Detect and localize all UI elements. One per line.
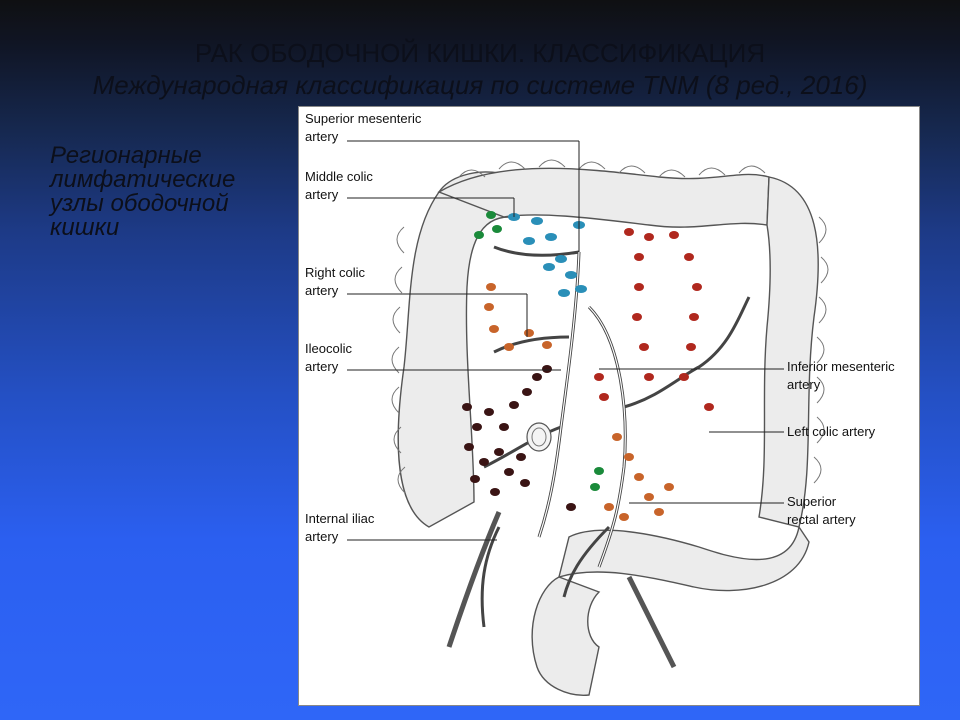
side-caption [50, 144, 290, 240]
label-internal-iliac-2: artery [305, 529, 339, 544]
label-internal-iliac: Internal iliac [305, 511, 375, 526]
side-caption-line: лимфатические [50, 166, 236, 193]
label-right-colic: Right colic [305, 265, 365, 280]
label-middle-colic-2: artery [305, 187, 339, 202]
label-ileocolic-2: artery [305, 359, 339, 374]
slide-title: РАК ОБОДОЧНОЙ КИШКИ. КЛАССИФИКАЦИЯ [194, 38, 766, 68]
label-superior-mesenteric-2: artery [305, 129, 339, 144]
label-ileocolic: Ileocolic [305, 341, 352, 356]
side-caption-line: Регионарные [50, 142, 202, 169]
label-inferior-mesenteric: Inferior mesenteric [787, 359, 895, 374]
label-right-colic-2: artery [305, 283, 339, 298]
lymph-nodes-red [594, 228, 714, 411]
side-caption-line: кишки [50, 214, 120, 241]
anatomy-figure [298, 106, 920, 706]
label-left-colic: Left colic artery [787, 424, 876, 439]
label-superior-mesenteric: Superior mesenteric [305, 111, 422, 126]
ileum-cross-section [527, 423, 551, 451]
label-superior-rectal-2: rectal artery [787, 512, 856, 527]
artery-walls [539, 252, 625, 567]
slide-subtitle: Международная классификация по системе TNM (8 ред., 2016) [92, 70, 868, 100]
label-middle-colic: Middle colic [305, 169, 373, 184]
side-caption-line: узлы ободочной [50, 190, 229, 217]
label-inferior-mesenteric-2: artery [787, 377, 821, 392]
label-superior-rectal: Superior [787, 494, 837, 509]
colon-illustration [299, 107, 919, 705]
